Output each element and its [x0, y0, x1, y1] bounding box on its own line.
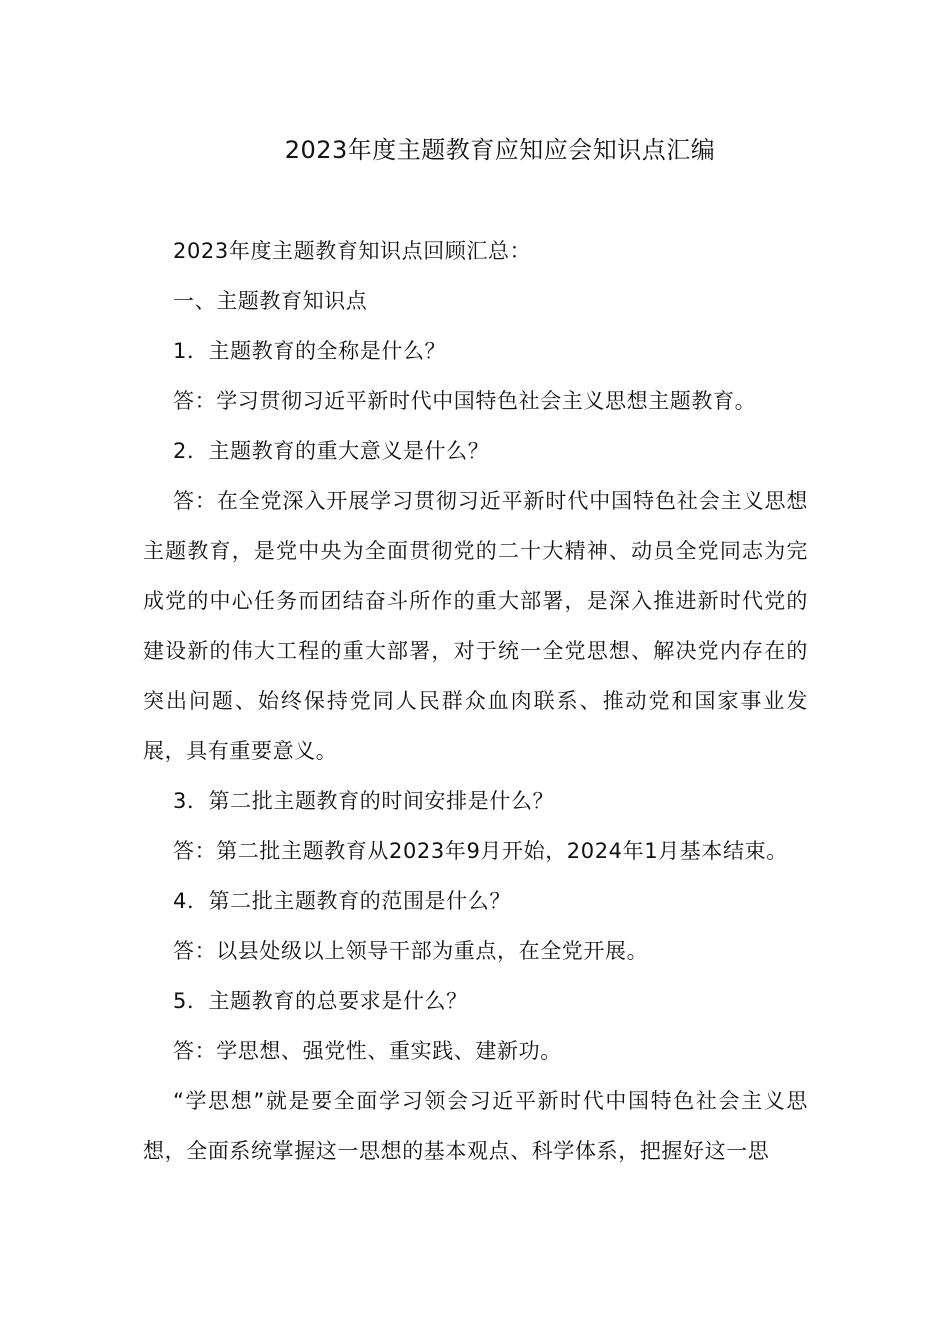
paragraph-explanation-study: “学思想”就是要全面学习领会习近平新时代中国特色社会主义思想，全面系统掌握这一思想的基本观点、科学体系，把握好这一思	[143, 1089, 808, 1163]
paragraph-answer-4: 答：以县处级以上领导干部为重点，在全党开展。	[173, 939, 649, 963]
paragraph-question-5: 5．主题教育的总要求是什么？	[173, 989, 468, 1013]
paragraph-answer-3: 答：第二批主题教育从2023年9月开始，2024年1月基本结束。	[173, 839, 788, 863]
paragraph-question-1: 1．主题教育的全称是什么？	[173, 339, 447, 363]
document-title: 2023年度主题教育应知应会知识点汇编	[284, 136, 716, 164]
paragraph-question-4: 4．第二批主题教育的范围是什么？	[173, 889, 511, 913]
paragraph-summary-heading: 2023年度主题教育知识点回顾汇总：	[173, 239, 532, 263]
paragraph-answer-5: 答：学思想、强党性、重实践、建新功。	[173, 1039, 562, 1063]
paragraph-answer-1: 答：学习贯彻习近平新时代中国特色社会主义思想主题教育。	[173, 389, 757, 413]
paragraph-section-heading: 一、主题教育知识点	[173, 289, 368, 313]
document-body	[143, 226, 808, 1176]
paragraph-question-3: 3．第二批主题教育的时间安排是什么？	[173, 789, 555, 813]
paragraph-answer-2: 答：在全党深入开展学习贯彻习近平新时代中国特色社会主义思想主题教育，是党中央为全面贯彻党的二十大精神、动员全党同志为完成党的中心任务而团结奋斗所作的重大部署，是深入推进新时代党的建设新的伟大工程的重大部署，对于统一全党思想、解决党内存在的突出问题、始终保持党同人民群众血肉联系、推动党和国家事业发展，具有重要意义。	[143, 489, 808, 763]
paragraph-question-2: 2．主题教育的重大意义是什么？	[173, 439, 490, 463]
